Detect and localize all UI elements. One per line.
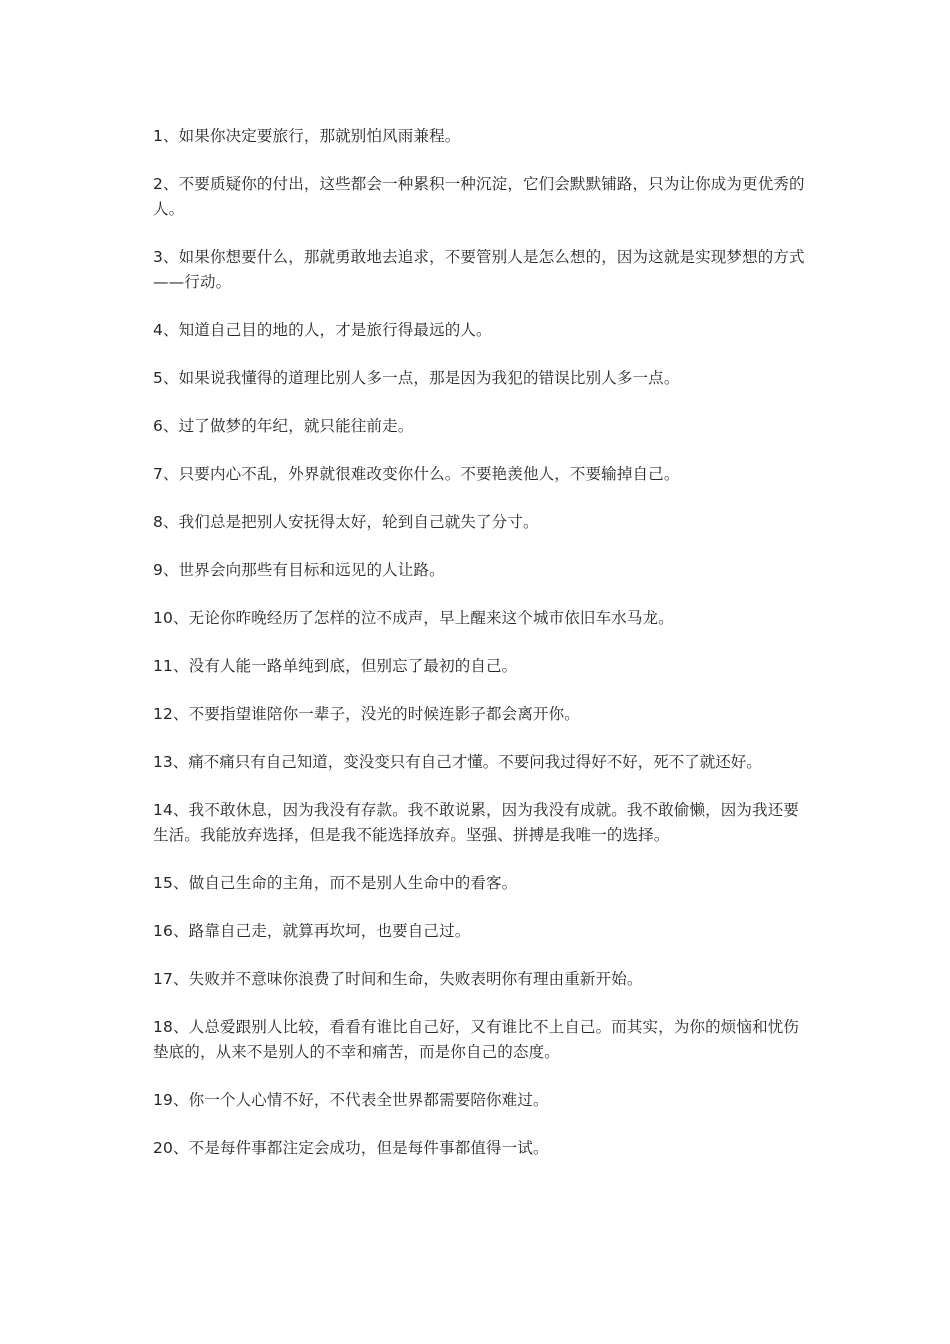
quote-item: 8、我们总是把别人安抚得太好，轮到自己就失了分寸。 bbox=[153, 513, 539, 531]
quote-item: 1、如果你决定要旅行，那就别怕风雨兼程。 bbox=[153, 127, 461, 145]
quote-item: 12、不要指望谁陪你一辈子，没光的时候连影子都会离开你。 bbox=[153, 705, 580, 723]
quote-item: 16、路靠自己走，就算再坎坷，也要自己过。 bbox=[153, 922, 471, 940]
quote-item: 9、世界会向那些有目标和远见的人让路。 bbox=[153, 561, 445, 579]
quote-item: 13、痛不痛只有自己知道，变没变只有自己才懂。不要问我过得好不好，死不了就还好。 bbox=[153, 753, 762, 771]
quote-item: 11、没有人能一路单纯到底，但别忘了最初的自己。 bbox=[153, 657, 518, 675]
quote-item: 5、如果说我懂得的道理比别人多一点，那是因为我犯的错误比别人多一点。 bbox=[153, 369, 680, 387]
quote-item: 7、只要内心不乱，外界就很难改变你什么。不要艳羡他人，不要输掉自己。 bbox=[153, 465, 680, 483]
quote-item: 3、如果你想要什么，那就勇敢地去追求，不要管别人是怎么想的，因为这就是实现梦想的方式——行动。 bbox=[153, 248, 805, 291]
quote-item: 15、做自己生命的主角，而不是别人生命中的看客。 bbox=[153, 874, 518, 892]
quote-item: 4、知道自己目的地的人，才是旅行得最远的人。 bbox=[153, 321, 492, 339]
quote-item: 20、不是每件事都注定会成功，但是每件事都值得一试。 bbox=[153, 1139, 549, 1157]
quote-item: 18、人总爱跟别人比较，看看有谁比自己好，又有谁比不上自己。而其实，为你的烦恼和忧伤垫底的，从来不是别人的不幸和痛苦，而是你自己的态度。 bbox=[153, 1018, 800, 1061]
quote-item: 2、不要质疑你的付出，这些都会一种累积一种沉淀，它们会默默铺路，只为让你成为更优秀的人。 bbox=[153, 175, 805, 218]
quote-item: 17、失败并不意味你浪费了时间和生命，失败表明你有理由重新开始。 bbox=[153, 970, 643, 988]
quote-item: 14、我不敢休息，因为我没有存款。我不敢说累，因为我没有成就。我不敢偷懒，因为我还要生活。我能放弃选择，但是我不能选择放弃。坚强、拼搏是我唯一的选择。 bbox=[153, 801, 800, 844]
quote-item: 19、你一个人心情不好，不代表全世界都需要陪你难过。 bbox=[153, 1091, 549, 1109]
quote-item: 10、无论你昨晚经历了怎样的泣不成声，早上醒来这个城市依旧车水马龙。 bbox=[153, 609, 674, 627]
quote-item: 6、过了做梦的年纪，就只能往前走。 bbox=[153, 417, 414, 435]
quote-list bbox=[153, 124, 813, 1184]
